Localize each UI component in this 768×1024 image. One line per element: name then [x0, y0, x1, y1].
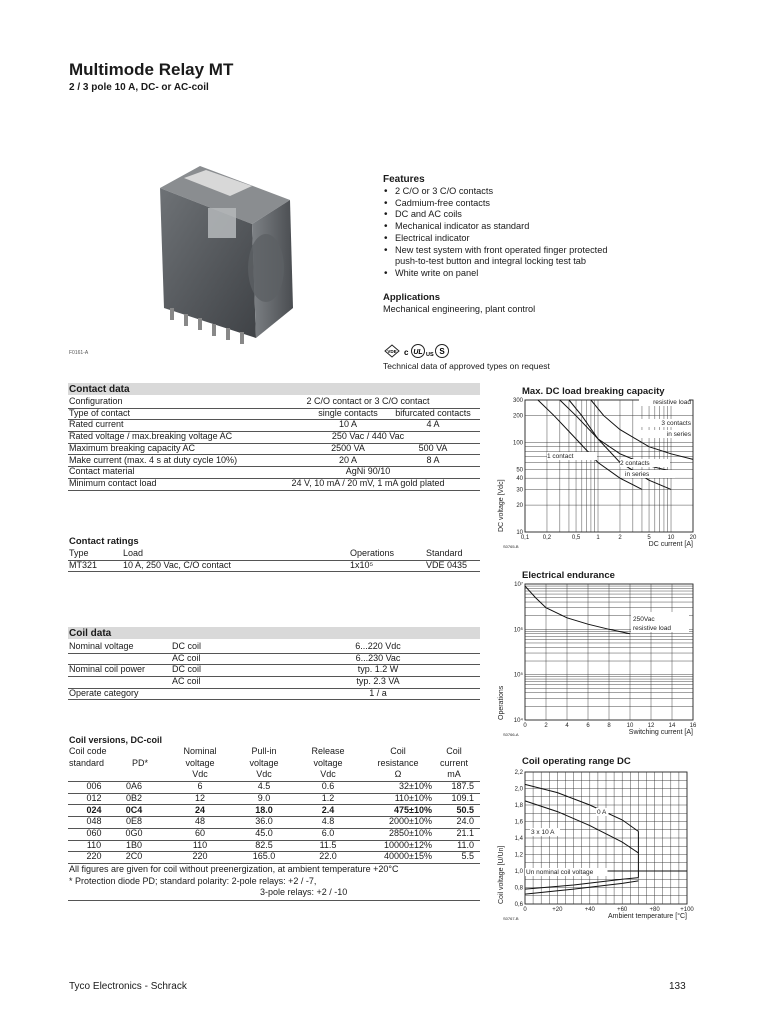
row-sublabel: DC coil: [172, 664, 202, 675]
cell: 82.5: [255, 839, 273, 850]
header-cell: current: [439, 757, 468, 768]
row-label: Make current (max. 4 s at duty cycle 10%): [69, 454, 238, 465]
x-tick-label: 0,2: [542, 535, 552, 541]
x-tick-label: 16: [689, 723, 697, 729]
coil-data-row: [68, 688, 480, 701]
cell: 12: [194, 792, 205, 803]
y-tick-label: 10⁵: [513, 672, 523, 679]
header-cell: Pull-in: [251, 746, 277, 756]
cell-type: MT321: [69, 559, 98, 570]
cell: 0G0: [125, 827, 143, 838]
value-single: single contacts: [318, 407, 378, 418]
value-bifurcated: 8 A: [426, 454, 440, 465]
contact-data-row: [68, 478, 480, 491]
series-annotation: 3 contacts: [661, 420, 691, 427]
x-tick-label: 10: [667, 535, 675, 541]
chart-code: S0765-B: [503, 544, 519, 549]
cell: 2C0: [125, 851, 143, 862]
contact-ratings-row: [68, 560, 480, 573]
cell: 24: [194, 804, 205, 815]
cell: 220: [192, 851, 208, 862]
header-cell: Coil: [446, 746, 462, 756]
cell-standard: VDE 0435: [426, 559, 468, 570]
header-cell: voltage: [249, 757, 279, 768]
cell: 0B2: [125, 792, 142, 803]
x-tick-label: 12: [647, 723, 655, 729]
row-label: Nominal voltage: [69, 641, 134, 651]
cell-operations: 1x10⁵: [350, 559, 374, 570]
y-tick-label: 10⁷: [514, 582, 523, 588]
chart-code: S0767-B: [503, 916, 519, 921]
cell: 22.0: [319, 851, 337, 862]
contact-data-heading: Contact data: [69, 384, 130, 395]
cell: 4.8: [321, 816, 335, 827]
coil-note: * Protection diode PD; standard polarity: 2-pole relays: +2 / -7,: [69, 875, 317, 886]
row-sublabel: AC coil: [172, 652, 201, 663]
cell: 012: [86, 792, 102, 803]
features-list: [383, 186, 703, 280]
svg-text:UL: UL: [413, 349, 423, 356]
value-single: 2500 VA: [331, 442, 365, 453]
cell: 5.5: [461, 851, 474, 862]
contact-ratings-heading: Contact ratings: [69, 536, 139, 547]
header-cell: Coil code: [69, 746, 107, 756]
value-bifurcated: 4 A: [426, 419, 440, 430]
header-cell: voltage: [185, 757, 215, 768]
row-value: 24 V, 10 mA / 20 mV, 1 mA gold plated: [291, 477, 445, 488]
row-value: AgNi 90/10: [345, 466, 391, 477]
applications-heading: Applications: [383, 292, 441, 303]
row-label: Operate category: [69, 687, 139, 698]
y-axis-label: Coil voltage [U/Un]: [498, 845, 505, 904]
row-label: Rated voltage / max.breaking voltage AC: [69, 431, 233, 442]
header-cell: Ω: [394, 769, 402, 780]
coil-versions-header-row: [68, 746, 480, 758]
header-cell: Vdc: [192, 769, 208, 780]
cell: 475±10%: [394, 804, 432, 815]
y-tick-label: 50: [516, 467, 523, 474]
cell: 187.5: [451, 781, 474, 792]
header-cell: Vdc: [320, 769, 336, 780]
y-tick-label: 30: [516, 487, 523, 494]
header-cell: standard: [69, 757, 105, 768]
cell: 109.1: [451, 792, 474, 803]
cell: 2850±10%: [389, 827, 432, 838]
cell: 1B0: [125, 839, 142, 850]
cell: 110: [192, 839, 208, 850]
x-tick-label: 2: [544, 723, 548, 729]
x-tick-label: +40: [584, 907, 595, 913]
series-annotation: resistive load: [653, 399, 691, 406]
cell: 36.0: [255, 816, 273, 827]
x-tick-label: 0,5: [571, 535, 581, 541]
x-tick-label: 20: [689, 535, 697, 541]
col-type: Type: [69, 548, 89, 558]
cell: 060: [86, 827, 102, 838]
coil-note: All figures are given for coil without preenergization, at ambient temperature +20°C: [69, 864, 399, 874]
page-subtitle: 2 / 3 pole 10 A, DC- or AC-coil: [69, 82, 209, 93]
value-single: 10 A: [338, 419, 358, 430]
x-tick-label: 5: [647, 535, 651, 541]
series-annotation: 1 contact: [547, 453, 574, 460]
page-title: Multimode Relay MT: [69, 60, 234, 79]
coil-versions-table: [68, 746, 480, 896]
x-tick-label: 2: [618, 535, 622, 541]
y-tick-label: 1,4: [514, 836, 523, 842]
cell: 0C4: [125, 804, 143, 815]
y-axis-label: Operations: [498, 685, 505, 720]
cell-load: 10 A, 250 Vac, C/O contact: [123, 559, 231, 570]
series-annotation: resistive load: [633, 625, 671, 632]
header-cell: Release: [311, 746, 345, 756]
feature-item: • 2 C/O or 3 C/O contacts: [383, 186, 703, 198]
value-bifurcated: 500 VA: [418, 442, 448, 453]
coil-data-table: [68, 641, 480, 701]
value-single: 20 A: [338, 454, 358, 465]
approvals-note: Technical data of approved types on request: [383, 361, 550, 371]
contact-data-table: [68, 396, 480, 490]
y-axis-label: DC voltage [Vdc]: [498, 479, 505, 532]
cell: 9.0: [257, 792, 271, 803]
row-label: Configuration: [69, 396, 123, 406]
y-tick-label: 0,6: [514, 902, 523, 908]
y-tick-label: 1,2: [514, 852, 523, 859]
approval-marks: [383, 343, 465, 359]
coil-data-header-bar: [68, 627, 480, 639]
x-axis-label: DC current [A]: [648, 541, 693, 548]
x-tick-label: 6: [586, 723, 590, 729]
row-value: 6...220 Vdc: [355, 641, 401, 651]
x-tick-label: 4: [565, 723, 569, 729]
row-sublabel: DC coil: [172, 641, 202, 651]
y-tick-label: 2,0: [514, 786, 523, 793]
cell: 24.0: [456, 816, 474, 827]
chart-3-title: Coil operating range DC: [522, 756, 631, 767]
x-tick-label: +60: [617, 907, 628, 913]
applications-text: Mechanical engineering, plant control: [383, 304, 536, 314]
cell: 10000±12%: [384, 839, 432, 850]
y-tick-label: 2,2: [514, 770, 523, 776]
chart-electrical-endurance: [493, 580, 703, 740]
coil-note: 3-pole relays: +2 / -10: [260, 887, 348, 898]
cell: 18.0: [255, 804, 273, 815]
series-line: [525, 586, 630, 634]
cell: 1.2: [321, 792, 335, 803]
col-load: Load: [123, 548, 144, 558]
vde-mark-icon: [385, 345, 399, 357]
series-annotation: 250Vac: [633, 616, 655, 623]
footer-company: Tyco Electronics - Schrack: [69, 981, 187, 992]
row-value: 1 / a: [369, 687, 387, 698]
series-annotation: 3 x 10 A: [531, 829, 555, 836]
cell: 21.1: [456, 827, 474, 838]
y-tick-label: 10⁶: [513, 627, 523, 634]
footer-page-number: 133: [669, 981, 686, 992]
header-cell: resistance: [377, 757, 419, 768]
cell: 45.0: [255, 827, 273, 838]
row-label: Contact material: [69, 466, 135, 477]
y-tick-label: 200: [512, 413, 523, 420]
y-tick-label: 1,0: [514, 869, 523, 875]
value-bifurcated: bifurcated contacts: [395, 407, 471, 418]
y-tick-label: 10: [516, 530, 523, 536]
svg-text:VDE: VDE: [387, 349, 397, 354]
series-annotation: Un nominal coil voltage: [526, 869, 594, 876]
header-cell: Nominal: [183, 746, 217, 756]
coil-versions-header-row: [68, 758, 480, 770]
feature-item: • DC and AC coils: [383, 209, 703, 221]
semko-mark-icon: [436, 345, 449, 358]
row-sublabel: AC coil: [172, 676, 201, 687]
row-value: 2 C/O contact or 3 C/O contact: [306, 396, 430, 406]
coil-data-heading: Coil data: [69, 628, 112, 639]
ul-mark-icon: [404, 345, 434, 359]
row-value: typ. 1.2 W: [357, 664, 399, 675]
coil-version-row: [68, 851, 480, 864]
feature-item: • White write on panel: [383, 268, 703, 280]
row-value: 250 Vac / 440 Vac: [331, 431, 405, 442]
header-cell: mA: [447, 769, 461, 780]
feature-item: • New test system with front operated finger protected: [383, 245, 703, 257]
cell: 2000±10%: [389, 816, 432, 827]
chart-2-title: Electrical endurance: [522, 570, 615, 581]
row-label: Maximum breaking capacity AC: [69, 442, 196, 453]
svg-text:US: US: [426, 352, 434, 358]
x-tick-label: 10: [626, 723, 634, 729]
coil-versions-heading: Coil versions, DC-coil: [69, 735, 163, 745]
y-tick-label: 10⁴: [513, 718, 523, 724]
cell: 11.5: [319, 839, 337, 850]
cell: 110: [86, 839, 102, 850]
series-annotation: in series: [625, 471, 650, 478]
cell: 6.0: [321, 827, 335, 838]
features-heading: Features: [383, 174, 425, 185]
cell: 32±10%: [399, 781, 432, 792]
x-tick-label: 1: [596, 535, 600, 541]
feature-item-continued: push-to-test button and integral locking test tab: [395, 256, 587, 267]
chart-dc-breaking-capacity: [493, 396, 703, 556]
x-tick-label: +100: [680, 907, 694, 913]
x-tick-label: 14: [668, 723, 676, 729]
cell: 48: [194, 816, 205, 827]
relay-product-image: [148, 158, 298, 353]
svg-text:S: S: [439, 347, 445, 356]
y-tick-label: 1,6: [514, 819, 523, 826]
series-annotation: in series: [666, 431, 691, 438]
cell: 2.4: [321, 804, 335, 815]
x-axis-label: Ambient temperature [°C]: [607, 913, 687, 920]
chart-code: S0766-A: [503, 732, 519, 737]
col-operations: Operations: [350, 548, 395, 558]
feature-item: • Electrical indicator: [383, 233, 703, 245]
cell: 60: [194, 827, 205, 838]
x-tick-label: 0: [523, 723, 527, 729]
y-tick-label: 100: [512, 440, 523, 447]
svg-text:c: c: [404, 348, 409, 357]
cell: 220: [86, 851, 102, 862]
cell: 0E8: [125, 816, 142, 827]
y-tick-label: 1,8: [514, 803, 523, 809]
row-label: Nominal coil power: [69, 664, 146, 675]
cell: 11.0: [457, 839, 474, 850]
feature-item: • Mechanical indicator as standard: [383, 221, 703, 233]
chart-1-title: Max. DC load breaking capacity: [522, 386, 665, 397]
x-tick-label: +20: [552, 907, 563, 913]
cell: 6: [197, 781, 203, 792]
col-standard: Standard: [426, 548, 463, 558]
cell: 048: [86, 816, 102, 827]
cell: 024: [86, 804, 102, 815]
header-cell: Coil: [390, 746, 406, 756]
header-cell: Vdc: [256, 769, 272, 780]
row-label: Rated current: [69, 419, 124, 430]
y-tick-label: 300: [512, 398, 523, 404]
x-tick-label: 0,1: [520, 535, 530, 541]
series-annotation: 0 A: [597, 809, 607, 816]
row-value: 6...230 Vac: [355, 652, 401, 663]
cell: 0A6: [125, 781, 142, 792]
x-tick-label: +80: [649, 907, 660, 913]
series-annotation: 2 contacts: [620, 460, 650, 467]
row-label: Type of contact: [69, 407, 131, 418]
header-cell: PD*: [132, 757, 149, 768]
header-cell: voltage: [313, 757, 343, 768]
cell: 110±10%: [394, 792, 432, 803]
image-caption: F0161-A: [69, 350, 89, 356]
row-label: Minimum contact load: [69, 477, 157, 488]
cell: 4.5: [257, 781, 271, 792]
x-tick-label: 0: [523, 907, 527, 913]
table-bottom-rule: [68, 900, 480, 901]
chart-coil-operating-range: [493, 766, 703, 931]
cell: 165.0: [252, 851, 276, 862]
cell: 006: [86, 781, 102, 792]
cell: 50.5: [456, 804, 474, 815]
feature-item: • Cadmium-free contacts: [383, 198, 703, 210]
x-axis-label: Switching current [A]: [628, 729, 693, 736]
contact-ratings-table: [68, 548, 480, 572]
y-tick-label: 40: [516, 476, 523, 483]
cell: 40000±15%: [384, 851, 432, 862]
y-tick-label: 20: [516, 503, 523, 510]
row-value: typ. 2.3 VA: [356, 676, 400, 687]
cell: 0.6: [321, 781, 335, 792]
y-tick-label: 0,8: [514, 885, 523, 892]
x-tick-label: 8: [607, 723, 611, 729]
